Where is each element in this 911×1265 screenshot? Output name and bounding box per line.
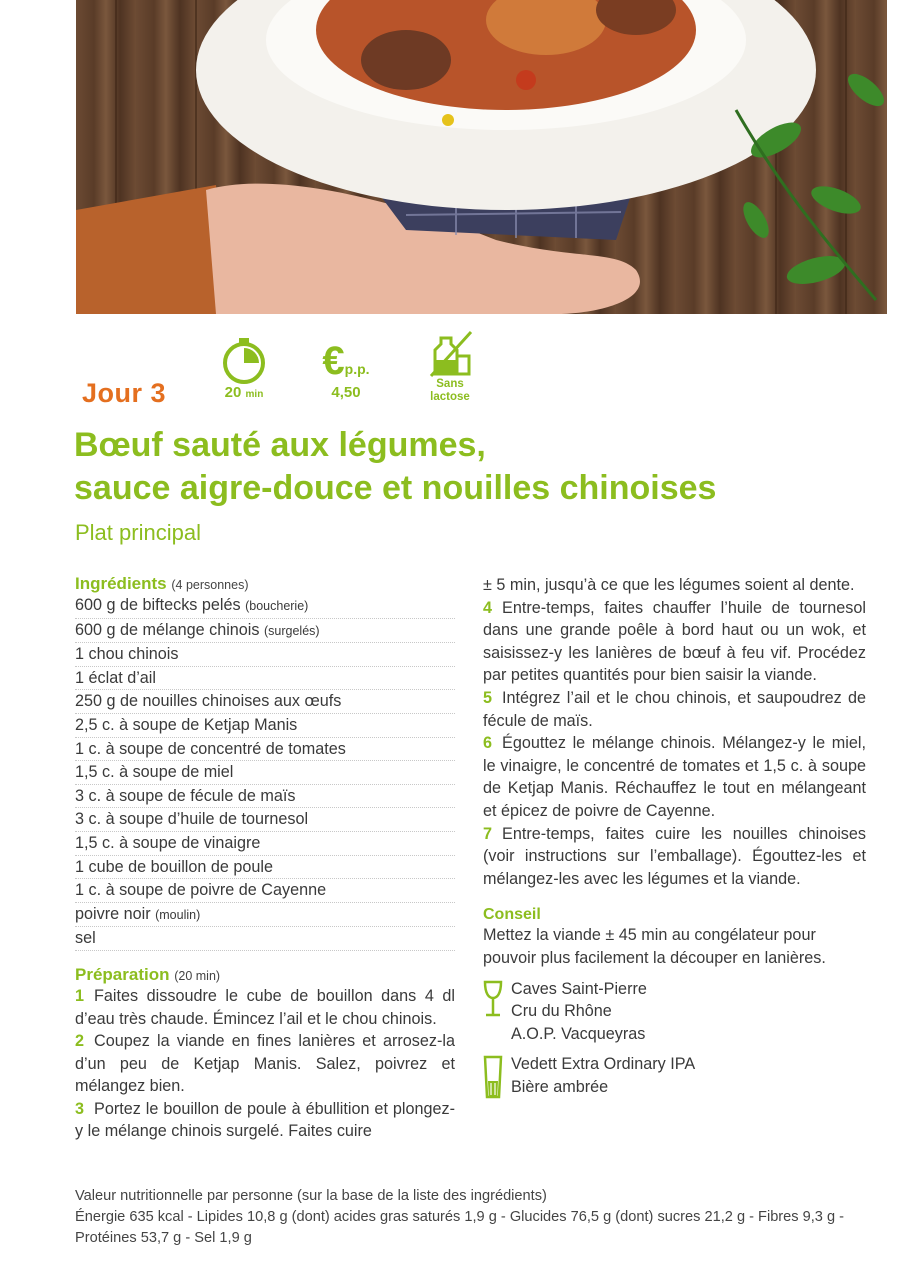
wine-line-3: A.O.P. Vacqueyras bbox=[511, 1024, 646, 1043]
list-item: 250 g de nouilles chinoises aux œufs bbox=[75, 690, 455, 714]
nutrition-info bbox=[75, 1186, 865, 1249]
beer-glass-icon bbox=[483, 1055, 503, 1099]
ingredients-servings: (4 personnes) bbox=[171, 578, 249, 592]
beer-line-2: Bière ambrée bbox=[511, 1077, 609, 1096]
no-lactose-icon bbox=[427, 328, 473, 378]
list-item: poivre noir (moulin) bbox=[75, 903, 455, 928]
step-2: 2 Coupez la viande en fines lanières et arrosez-la d’un peu de Ketjap Manis. Salez, poivrez et mélangez bien. bbox=[75, 1032, 455, 1096]
preparation-title: Préparation bbox=[75, 964, 170, 984]
recipe-subtitle: Plat principal bbox=[75, 520, 201, 545]
step-1: 1 Faites dissoudre le cube de bouillon dans 4 dl d’eau très chaude. Émincez l’ail et le chou chinois. bbox=[75, 986, 455, 1028]
step-5: 5 Intégrez l’ail et le chou chinois, et saupoudrez de fécule de maïs. bbox=[483, 688, 866, 730]
time-unit: min bbox=[245, 389, 264, 400]
list-item: sel bbox=[75, 927, 455, 951]
step-7: 7 Entre-temps, faites cuire les nouilles chinoises (voir instructions sur l’emballage). Égouttez-les et mélangez-les avec les légumes et la viande. bbox=[483, 824, 866, 888]
list-item: 1,5 c. à soupe de vinaigre bbox=[75, 832, 455, 856]
dish-photo bbox=[76, 0, 887, 314]
title-line-1: Bœuf sauté aux légumes, bbox=[74, 426, 486, 464]
ingredients-heading bbox=[75, 574, 455, 594]
wine-glass-icon bbox=[483, 980, 503, 1020]
ingredients-title: Ingrédients bbox=[75, 574, 167, 593]
price-value: 4,50 bbox=[331, 384, 361, 401]
step-6: 6 Égouttez le mélange chinois. Mélangez-y le miel, le vinaigre, le concentré de tomates et 1,5 c. à soupe de Ketjap Manis. Réchauffez le tout en mélangeant et épicez de poivre de Cayenne. bbox=[483, 734, 866, 820]
step-3-continued: ± 5 min, jusqu’à ce que les légumes soient al dente. bbox=[483, 576, 855, 594]
list-item: 2,5 c. à soupe de Ketjap Manis bbox=[75, 714, 455, 738]
euro-icon bbox=[306, 338, 386, 384]
tip-text: Mettez la viande ± 45 min au congélateur pour pouvoir plus facilement la découper en lanières. bbox=[483, 926, 826, 967]
tip-section bbox=[483, 906, 866, 969]
beer-line-1: Vedett Extra Ordinary IPA bbox=[511, 1055, 696, 1074]
list-item: 1 chou chinois bbox=[75, 643, 455, 667]
list-item: 1 c. à soupe de poivre de Cayenne bbox=[75, 879, 455, 903]
list-item: 1 c. à soupe de concentré de tomates bbox=[75, 738, 455, 762]
list-item: 1 éclat d’ail bbox=[75, 667, 455, 691]
list-item: 1 cube de bouillon de poule bbox=[75, 856, 455, 880]
list-item: 1,5 c. à soupe de miel bbox=[75, 761, 455, 785]
lactose-label-2: lactose bbox=[430, 391, 470, 403]
lactose-label-1: Sans bbox=[436, 378, 464, 390]
price bbox=[306, 338, 386, 401]
wine-line-2: Cru du Rhône bbox=[511, 1002, 612, 1021]
timer-icon bbox=[220, 338, 268, 384]
step-4: 4 Entre-temps, faites chauffer l’huile de tournesol dans une grande poêle à bord haut ou un wok, et saisissez-y les lanières de bœuf à feu vif. Procédez par petites quantités pour bien saisir la viande. bbox=[483, 598, 866, 685]
lactose-free bbox=[420, 328, 480, 404]
nutrition-heading: Valeur nutritionnelle par personne (sur la base de la liste des ingrédients) bbox=[75, 1188, 547, 1204]
wine-line-1: Caves Saint-Pierre bbox=[511, 979, 647, 998]
price-symbol: € bbox=[322, 339, 345, 383]
list-item: 3 c. à soupe de fécule de maïs bbox=[75, 785, 455, 809]
time-value: 20 bbox=[224, 384, 242, 401]
beer-pairing bbox=[483, 1053, 866, 1098]
list-item: 3 c. à soupe d’huile de tournesol bbox=[75, 808, 455, 832]
ingredients-list bbox=[75, 594, 455, 951]
preparation-heading bbox=[75, 965, 455, 985]
right-column bbox=[483, 574, 866, 1098]
list-item: 600 g de biftecks pelés (boucherie) bbox=[75, 594, 455, 619]
tip-heading: Conseil bbox=[483, 906, 541, 924]
left-column bbox=[75, 574, 455, 1143]
step-3: 3 Portez le bouillon de poule à ébullition et plongez-y le mélange chinois surgelé. Faites cuire bbox=[75, 1099, 455, 1141]
title-line-2: sauce aigre-douce et nouilles chinoises bbox=[74, 469, 717, 507]
nutrition-values: Énergie 635 kcal - Lipides 10,8 g (dont) acides gras saturés 1,9 g - Glucides 76,5 g (dont) sucres 21,2 g - Fibres 9,3 g - Protéines 53,7 g - Sel 1,9 g bbox=[75, 1209, 845, 1246]
preparation-time: (20 min) bbox=[174, 968, 221, 983]
day-label: Jour 3 bbox=[82, 378, 167, 408]
preparation-section bbox=[75, 965, 455, 1143]
wine-pairing bbox=[483, 978, 866, 1046]
recipe-title bbox=[74, 424, 874, 510]
prep-time bbox=[214, 338, 274, 401]
price-suffix: p.p. bbox=[344, 361, 370, 377]
list-item: 600 g de mélange chinois (surgelés) bbox=[75, 619, 455, 644]
